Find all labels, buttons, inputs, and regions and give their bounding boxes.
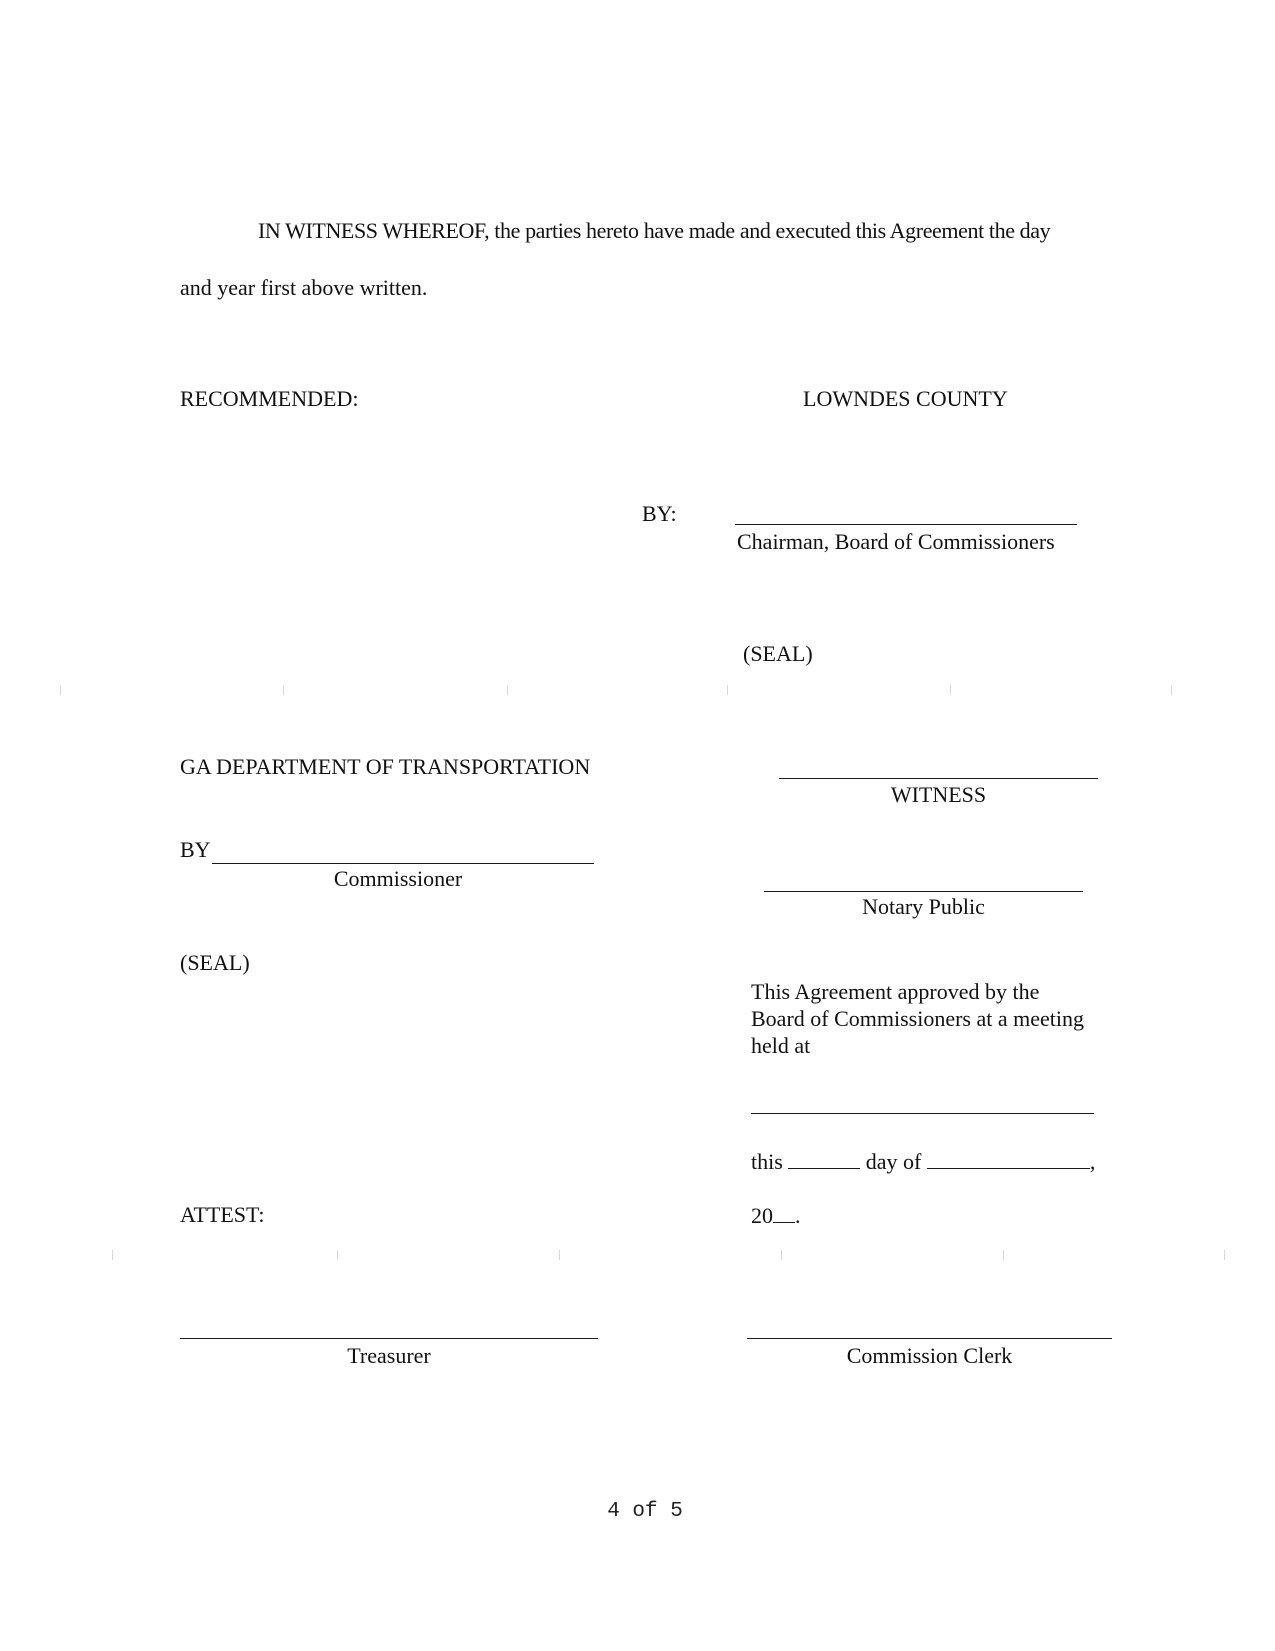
commissioner-signature-line[interactable] — [212, 863, 594, 864]
scan-artifact — [337, 1250, 338, 1260]
treasurer-label: Treasurer — [347, 1343, 431, 1368]
meeting-date-line — [751, 1150, 1095, 1173]
scan-artifact — [60, 685, 61, 695]
county-by-label: BY: — [642, 501, 677, 526]
county-seal-label: (SEAL) — [743, 641, 813, 666]
scan-artifact — [507, 685, 508, 695]
date-comma: , — [1089, 1149, 1096, 1174]
clerk-signature-line[interactable] — [747, 1338, 1112, 1339]
year-blank[interactable] — [773, 1204, 795, 1223]
witness-clause-line-1: IN WITNESS WHEREOF, the parties hereto have made and executed this Agreement the day — [258, 218, 1051, 243]
notary-label: Notary Public — [862, 894, 985, 919]
approval-text — [751, 978, 1084, 1059]
approval-text-line-1: This Agreement approved by the — [751, 979, 1040, 1004]
year-line — [751, 1204, 801, 1227]
witness-label: WITNESS — [890, 782, 987, 807]
witness-clause-line-2: and year first above written. — [180, 275, 428, 300]
scan-artifact — [559, 1250, 560, 1260]
treasurer-signature-line[interactable] — [180, 1338, 598, 1339]
chairman-label: Chairman, Board of Commissioners — [737, 529, 1055, 554]
year-suffix: . — [795, 1203, 801, 1228]
this-label: this — [751, 1149, 783, 1174]
scan-artifact — [1224, 1250, 1225, 1260]
month-blank[interactable] — [927, 1150, 1090, 1169]
scan-artifact — [1171, 685, 1172, 695]
county-name: LOWNDES COUNTY — [803, 386, 1008, 411]
year-prefix: 20 — [751, 1203, 773, 1228]
approval-text-line-2: Board of Commissioners at a meeting — [751, 1006, 1084, 1031]
scan-artifact — [1003, 1250, 1004, 1260]
scan-artifact — [781, 1250, 782, 1260]
scan-artifact — [112, 1250, 113, 1260]
gdot-by-label: BY — [180, 837, 211, 862]
commissioner-label: Commissioner — [333, 866, 463, 891]
attest-label: ATTEST: — [180, 1202, 265, 1227]
witness-signature-line[interactable] — [779, 778, 1098, 779]
scan-artifact — [727, 685, 728, 695]
scan-artifact — [950, 685, 951, 695]
clerk-label: Commission Clerk — [846, 1343, 1013, 1368]
gdot-seal-label: (SEAL) — [180, 950, 250, 975]
notary-signature-line[interactable] — [764, 891, 1083, 892]
approval-text-line-3: held at — [751, 1033, 811, 1058]
recommended-label: RECOMMENDED: — [180, 386, 359, 411]
day-blank[interactable] — [788, 1150, 860, 1169]
page-number: 4 of 5 — [607, 1500, 683, 1523]
meeting-location-line[interactable] — [751, 1113, 1094, 1114]
gdot-name: GA DEPARTMENT OF TRANSPORTATION — [180, 754, 591, 779]
scan-artifact — [283, 685, 284, 695]
day-of-label: day of — [865, 1149, 922, 1174]
chairman-signature-line[interactable] — [735, 524, 1077, 525]
